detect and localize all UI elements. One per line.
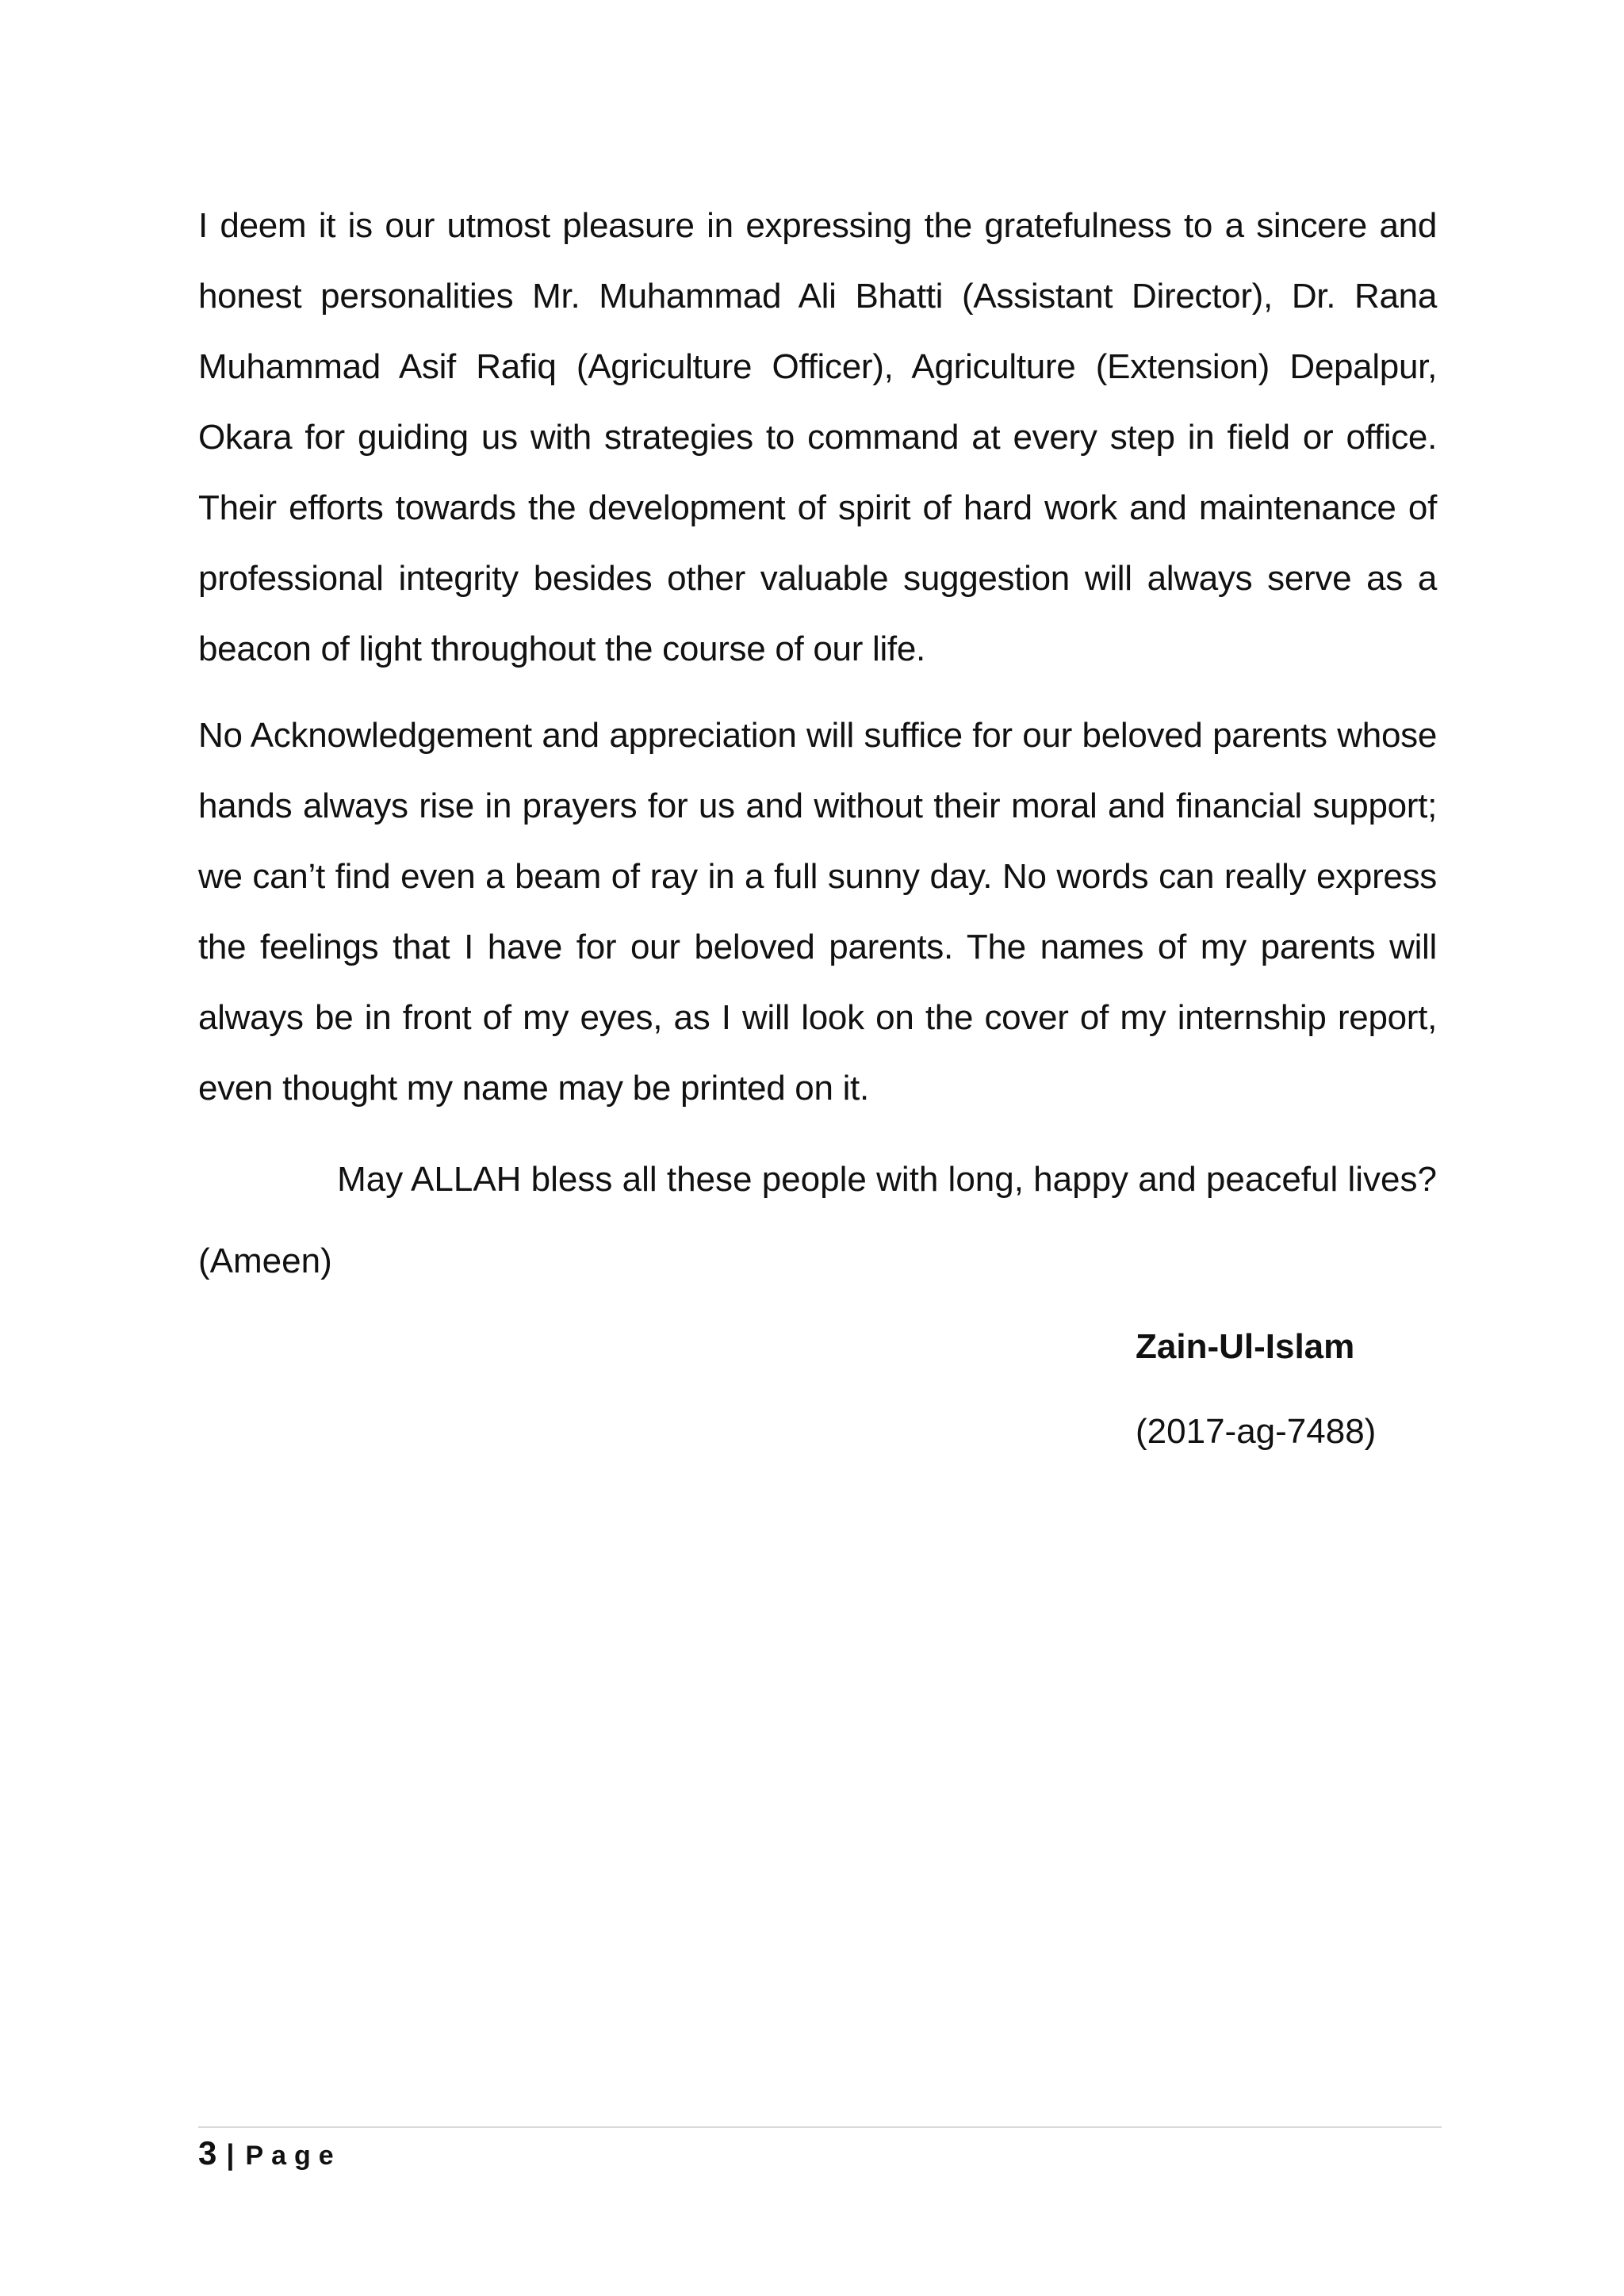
footer-divider [198, 2126, 1442, 2128]
ameen-line: (Ameen) [198, 1242, 332, 1280]
signature-block [1136, 1311, 1376, 1467]
page-label: Page [245, 2141, 342, 2171]
page-footer [198, 2134, 342, 2172]
page-separator: | [226, 2138, 235, 2171]
blessing-line: May ALLAH bless all these people with long, happy and peaceful lives? [337, 1160, 1437, 1199]
signature-registration-id: (2017-ag-7488) [1136, 1412, 1377, 1451]
page-number: 3 [198, 2134, 217, 2172]
signature-name: Zain-Ul-Islam [1136, 1327, 1355, 1366]
acknowledgement-paragraph-1: I deem it is our utmost pleasure in expressing the gratefulness to a sincere and honest personalities Mr. Muhammad Ali Bhatti (Assistant Director), Dr. Rana Muhammad Asif Rafiq (Agriculture Officer), Agriculture (Extension) Depalpur, Okara for guiding us with strategies to command at every step in field or office. Their efforts towards the development of spirit of hard work and maintenance of professional integrity besides other valuable suggestion will always serve as a beacon of light throughout the course of our life. [198, 206, 1437, 668]
acknowledgement-paragraph-2: No Acknowledgement and appreciation will suffice for our beloved parents whose hands always rise in prayers for us and without their moral and financial support; we can’t find even a beam of ray in a full sunny day. No words can really express the feelings that I have for our beloved parents. The names of my parents will always be in front of my eyes, as I will look on the cover of my internship report, even thought my name may be printed on it. [198, 716, 1437, 1108]
document-body [198, 190, 1437, 1296]
